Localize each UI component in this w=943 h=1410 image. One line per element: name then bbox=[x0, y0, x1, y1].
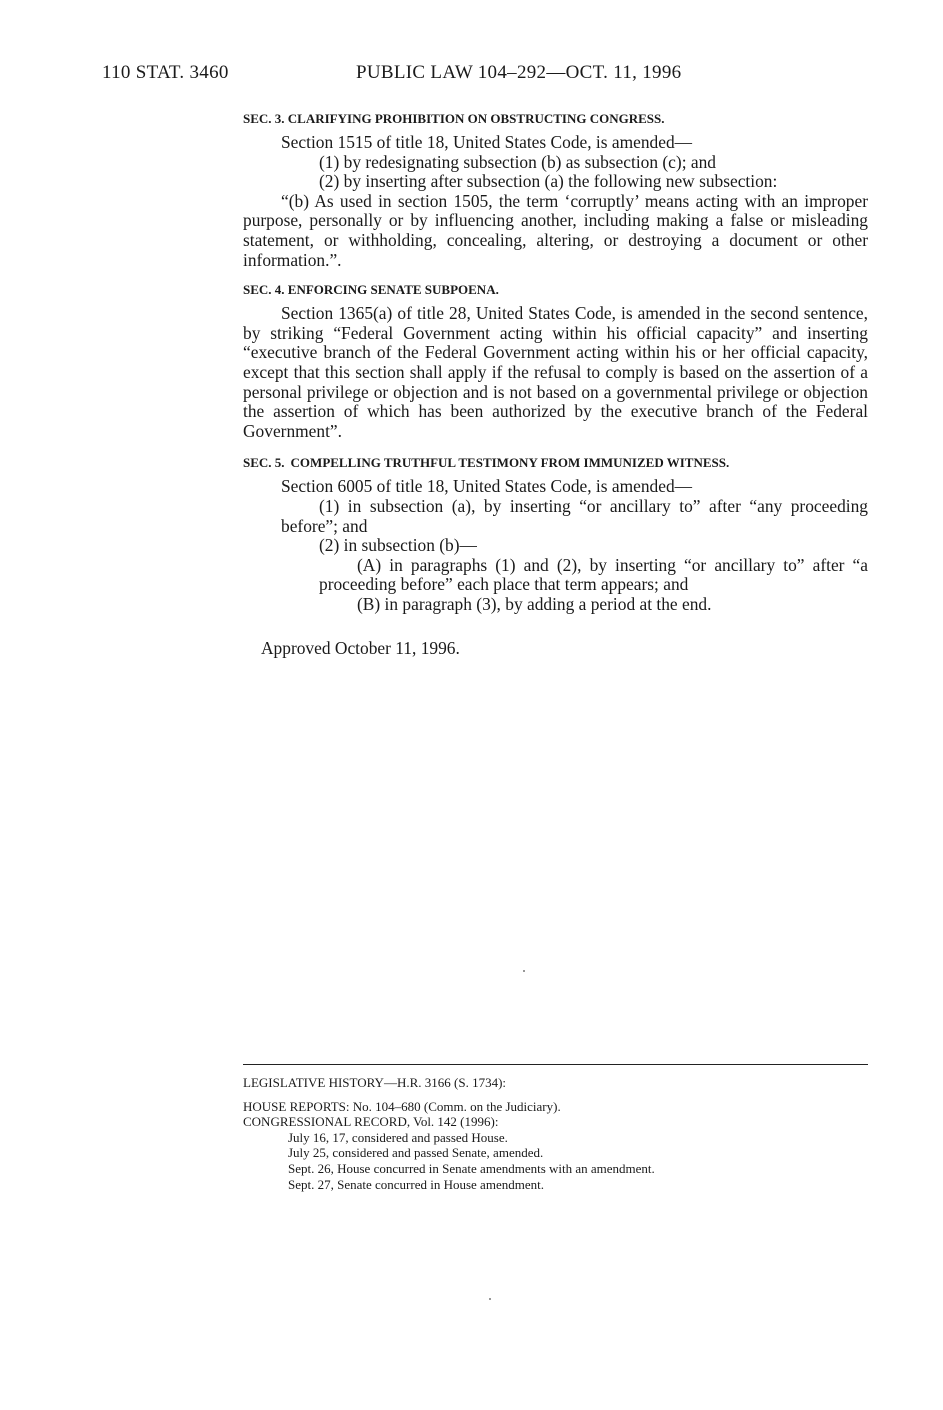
sec3-heading: SEC. 3. CLARIFYING PROHIBITION ON OBSTRUCTING CONGRESS. bbox=[243, 111, 665, 126]
history-entry: Sept. 26, House concurred in Senate amendments with an amendment. bbox=[288, 1160, 655, 1176]
sec3-quoted-subsection: “(b) As used in section 1505, the term ‘corruptly’ means acting with an improper purpose, personally or by influencing another, including making a false or misleading statement, or withholding, concealing, altering, or destroying a document or other information.”. bbox=[243, 190, 868, 270]
history-entry: July 25, considered and passed Senate, amended. bbox=[288, 1145, 544, 1161]
legislative-history-title: LEGISLATIVE HISTORY—H.R. 3166 (S. 1734): bbox=[243, 1075, 507, 1090]
scan-speck bbox=[523, 970, 525, 972]
sec3-item-2-text: (2) by inserting after subsection (a) the following new subsection: bbox=[319, 171, 778, 192]
sec3-item-2 bbox=[243, 172, 868, 192]
sec3-item-1: (1) by redesignating subsection (b) as subsection (c); and bbox=[319, 151, 716, 172]
legislative-history bbox=[243, 1064, 868, 1192]
history-entry: Sept. 27, Senate concurred in House amendment. bbox=[288, 1176, 544, 1192]
public-law-title: PUBLIC LAW 104–292—OCT. 11, 1996 bbox=[356, 62, 682, 83]
congressional-record: CONGRESSIONAL RECORD, Vol. 142 (1996): bbox=[243, 1114, 499, 1130]
scan-speck bbox=[489, 1298, 491, 1300]
sec4-heading: SEC. 4. ENFORCING SENATE SUBPOENA. bbox=[243, 282, 499, 298]
sec5-item-A: (A) in paragraphs (1) and (2), by inserting “or ancillary to” after “a proceeding before” each place that term appears; and bbox=[319, 554, 868, 595]
sec5-heading bbox=[243, 454, 868, 471]
sec5-item-2: (2) in subsection (b)— bbox=[319, 535, 477, 556]
sec5-intro: Section 6005 of title 18, United States Code, is amended— bbox=[281, 476, 693, 497]
house-reports: HOUSE REPORTS: No. 104–680 (Comm. on the Judiciary). bbox=[243, 1098, 561, 1114]
page-header bbox=[102, 62, 862, 88]
sec5-item-1-text: (1) in subsection (a), by inserting “or ancillary to” after “any proceeding before”; and bbox=[281, 495, 868, 536]
sec4-text: Section 1365(a) of title 28, United States Code, is amended in the second sentence, by striking “Federal Government acting within his official capacity” and inserting “executive branch of the Federal Government acting within his or her official capacity, except that this section shall apply if the refusal to comply is based on the assertion of a personal privilege or objection and is not based on a governmental privilege or objection the assertion of which has been authorized by the executive branch of the Federal Government”. bbox=[243, 303, 868, 441]
sec5-heading-number: SEC. 5. bbox=[243, 455, 285, 471]
sec5-item-B: (B) in paragraph (3), by adding a period at the end. bbox=[357, 593, 712, 614]
stat-citation: 110 STAT. 3460 bbox=[102, 62, 229, 83]
approval-date: Approved October 11, 1996. bbox=[261, 638, 460, 659]
history-entry: July 16, 17, considered and passed House. bbox=[288, 1129, 508, 1145]
sec5-heading-title: COMPELLING TRUTHFUL TESTIMONY FROM IMMUNIZED WITNESS. bbox=[290, 455, 730, 471]
sec5-item-1 bbox=[243, 497, 868, 536]
law-body bbox=[243, 110, 868, 659]
sec3-intro: Section 1515 of title 18, United States Code, is amended— bbox=[281, 132, 693, 152]
